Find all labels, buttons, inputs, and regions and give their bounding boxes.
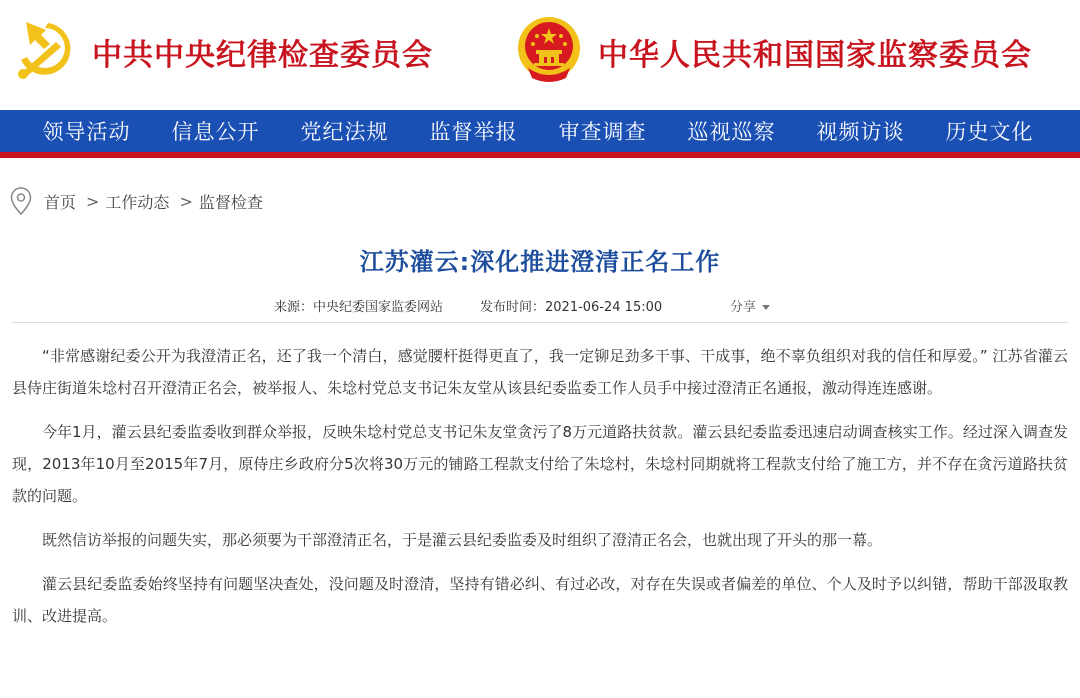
nav-item-info-disclosure[interactable]: 信息公开: [171, 120, 260, 144]
nav-item-inspection[interactable]: 巡视巡察: [687, 120, 776, 144]
national-emblem-icon[interactable]: [516, 14, 582, 84]
site-header: [0, 0, 1080, 110]
article-title: 江苏灌云:深化推进澄清正名工作: [359, 248, 721, 276]
article-paragraph: 今年1月，灌云县纪委监委收到群众举报，反映朱埝村党总支书记朱友堂贪污了8万元道路扶贫款。灌云县纪委监委迅速启动调查核实工作。经过深入调查发现，2013年10月至2015年7月，原侍庄乡政府分5次将30万元的铺路工程款支付给了朱埝村，朱埝村同期就将工程款支付给了施工方，并不存在贪污道路扶贫款的问题。: [12, 423, 1068, 505]
breadcrumb-supervision[interactable]: 监督检查: [198, 192, 263, 212]
breadcrumb-separator: >: [179, 191, 193, 211]
divider: [12, 322, 1068, 323]
breadcrumb-separator: >: [86, 191, 100, 211]
nav-item-video-interview[interactable]: 视频访谈: [816, 120, 905, 144]
share-label: 分享: [730, 300, 757, 315]
org-name-ccdi[interactable]: 中共中央纪律检查委员会: [92, 38, 433, 73]
article-paragraph: 既然信访举报的问题失实，那必须要为干部澄清正名，于是灌云县纪委监委及时组织了澄清正名会，也就出现了开头的那一幕。: [42, 531, 883, 549]
main-nav: [0, 110, 1080, 152]
nav-item-history-culture[interactable]: 历史文化: [945, 120, 1034, 144]
nav-item-investigation[interactable]: 审查调查: [558, 120, 647, 144]
article-publish-time: 发布时间：2021-06-24 15:00: [480, 300, 663, 315]
breadcrumb: [10, 186, 263, 216]
nav-item-supervision-report[interactable]: 监督举报: [429, 120, 518, 144]
nav-item-leadership[interactable]: 领导活动: [42, 120, 131, 144]
caret-down-icon: [762, 305, 770, 310]
breadcrumb-work-news[interactable]: 工作动态: [105, 192, 170, 212]
article-source: 来源：中央纪委国家监委网站: [274, 300, 444, 315]
party-emblem-icon[interactable]: [12, 16, 78, 82]
article-paragraph: 灌云县纪委监委始终坚持有问题坚决查处，没问题及时澄清，坚持有错必纠、有过必改，对存在失误或者偏差的单位、个人及时予以纠错，帮助干部汲取教训、改进提高。: [12, 575, 1068, 625]
location-pin-icon: [10, 187, 32, 215]
nav-accent-bar: [0, 152, 1080, 158]
nav-item-regulations[interactable]: 党纪法规: [300, 120, 389, 144]
article-meta: [0, 294, 1080, 314]
article-paragraph: “非常感谢纪委公开为我澄清正名，还了我一个清白，感觉腰杆挺得更直了，我一定铆足劲多干事、干成事，绝不辜负组织对我的信任和厚爱。” 江苏省灌云县侍庄街道朱埝村召开澄清正名会，被举报人、朱埝村党总支书记朱友堂从该县纪委监委工作人员手中接过澄清正名通报，激动得连连感谢。: [12, 347, 1068, 397]
breadcrumb-home[interactable]: 首页: [44, 192, 77, 212]
article-body: [12, 340, 1068, 644]
share-button[interactable]: [730, 296, 770, 315]
org-name-nsc[interactable]: 中华人民共和国国家监察委员会: [598, 38, 1032, 73]
